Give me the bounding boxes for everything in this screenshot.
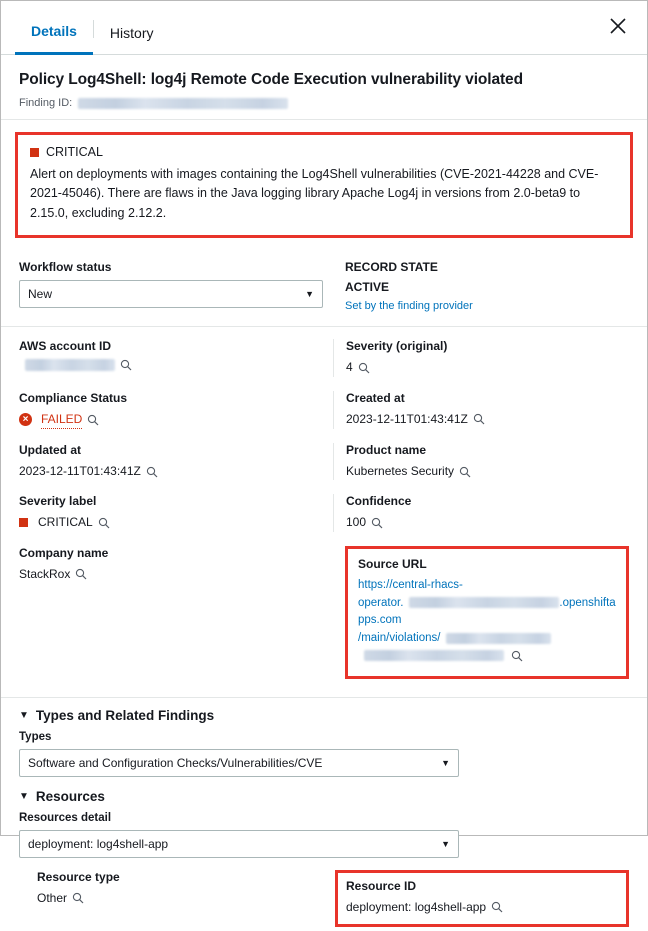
types-section-title: Types and Related Findings <box>35 707 215 723</box>
caret-down-icon: ▼ <box>19 709 29 721</box>
created-at-value: 2023-12-11T01:43:41Z <box>346 411 468 426</box>
finding-id-label: Finding ID: <box>19 97 73 109</box>
row-account-severity <box>19 339 629 376</box>
magnify-icon[interactable] <box>511 650 523 662</box>
row-updated-product <box>19 443 629 480</box>
record-state-value: ACTIVE <box>345 280 390 295</box>
resource-id-value: deployment: log4shell-app <box>346 899 487 914</box>
severity-label-cell <box>19 494 333 531</box>
source-url-redacted-2 <box>446 633 551 644</box>
company-name-value: StackRox <box>19 566 71 581</box>
finding-header <box>1 55 647 120</box>
resources-detail-label: Resources detail <box>19 811 112 824</box>
magnify-icon[interactable] <box>358 362 370 374</box>
row-compliance-created <box>19 391 629 429</box>
record-state-note: Set by the finding provider <box>345 300 473 313</box>
resource-row <box>19 870 629 927</box>
magnify-icon[interactable] <box>459 466 471 478</box>
resources-section-title: Resources <box>35 788 105 804</box>
resource-id-label: Resource ID <box>346 878 417 893</box>
company-name-value-row <box>19 566 323 583</box>
tab-details[interactable]: Details <box>15 23 93 55</box>
product-name-cell <box>333 443 629 480</box>
caret-down-icon: ▼ <box>19 790 29 802</box>
aws-account-id-redacted <box>25 359 115 371</box>
magnify-icon[interactable] <box>98 517 110 529</box>
alert-description: Alert on deployments with images containing the Log4Shell vulnerabilities (CVE-2021-44228 and CVE-2021-45046). There are flaws in the Java logging library Apache Log4j in versions from 2.0-beta9 to 2.15.0, excluding 2.12.2. <box>30 167 599 220</box>
severity-original-value: 4 <box>346 360 353 375</box>
severity-original-label: Severity (original) <box>346 339 448 354</box>
chevron-down-icon: ▼ <box>441 838 450 849</box>
updated-at-value: 2023-12-11T01:43:41Z <box>19 463 141 478</box>
source-url-part2: operator. <box>358 596 404 609</box>
created-at-cell <box>333 391 629 429</box>
chevron-down-icon: ▼ <box>305 289 314 300</box>
resource-type-value: Other <box>37 890 68 905</box>
confidence-label: Confidence <box>346 494 412 509</box>
finding-id-row <box>19 97 629 109</box>
resources-section-header[interactable] <box>19 789 629 804</box>
created-at-value-row <box>346 411 629 428</box>
updated-at-cell <box>19 443 333 480</box>
types-section-header[interactable] <box>19 708 629 723</box>
source-url-part1: https://central-rhacs- <box>358 578 463 591</box>
page-title: Policy Log4Shell: log4j Remote Code Execution vulnerability violated <box>19 71 523 88</box>
resource-id-value-row <box>346 899 618 916</box>
resources-detail-select[interactable]: deployment: log4shell-app <box>19 830 459 858</box>
severity-swatch-icon <box>19 518 28 527</box>
severity-swatch-icon <box>30 148 39 157</box>
severity-label-label: Severity label <box>19 494 97 509</box>
updated-at-label: Updated at <box>19 442 82 457</box>
product-name-value: Kubernetes Security <box>346 463 455 478</box>
resources-section <box>1 781 647 931</box>
workflow-status-select[interactable]: New <box>19 280 323 308</box>
workflow-status-label: Workflow status <box>19 260 112 275</box>
types-section <box>1 697 647 781</box>
chevron-down-icon: ▼ <box>441 757 450 768</box>
types-label: Types <box>19 730 52 743</box>
company-name-label: Company name <box>19 545 109 560</box>
product-name-value-row <box>346 463 629 480</box>
source-url-part4: /main/violations/ <box>358 632 441 645</box>
severity-label-value: CRITICAL <box>38 515 93 530</box>
magnify-icon[interactable] <box>371 517 383 529</box>
updated-at-value-row <box>19 463 323 480</box>
product-name-label: Product name <box>346 442 427 457</box>
source-url-redacted-1 <box>409 597 559 608</box>
tab-bar <box>1 1 647 55</box>
source-url-cell <box>333 546 629 679</box>
failed-status-icon: × <box>19 413 32 426</box>
alert-severity-row <box>30 145 618 159</box>
severity-original-value-row <box>346 359 629 376</box>
compliance-status-value: FAILED <box>41 411 82 429</box>
magnify-icon[interactable] <box>146 466 158 478</box>
close-icon[interactable] <box>605 13 631 39</box>
resource-id-callout <box>335 870 629 927</box>
details-grid <box>1 327 647 697</box>
resource-type-value-row <box>37 890 333 907</box>
workflow-section <box>1 248 647 327</box>
resource-type-cell <box>37 870 333 927</box>
resource-type-label: Resource type <box>37 869 120 884</box>
created-at-label: Created at <box>346 390 405 405</box>
source-url-redacted-3 <box>364 650 504 661</box>
row-severity-confidence <box>19 494 629 531</box>
alert-severity-label: CRITICAL <box>46 145 103 159</box>
row-company-sourceurl <box>19 546 629 679</box>
company-name-cell <box>19 546 333 679</box>
magnify-icon[interactable] <box>473 413 485 425</box>
workflow-status-select-wrap <box>19 280 323 308</box>
alert-callout <box>15 132 633 238</box>
source-url-value[interactable] <box>358 577 616 666</box>
record-state-label: RECORD STATE <box>345 260 438 275</box>
source-url-label: Source URL <box>358 556 427 571</box>
magnify-icon[interactable] <box>87 414 99 426</box>
compliance-status-label: Compliance Status <box>19 390 128 405</box>
confidence-value: 100 <box>346 515 367 530</box>
severity-original-cell <box>333 339 629 376</box>
confidence-value-row <box>346 514 629 531</box>
magnify-icon[interactable] <box>491 901 503 913</box>
resources-detail-select-wrap <box>19 830 459 858</box>
tab-history[interactable]: History <box>109 25 154 41</box>
confidence-cell <box>333 494 629 531</box>
aws-account-id-cell <box>19 339 333 376</box>
source-url-part3: .openshiftapps.com <box>358 596 616 627</box>
aws-account-id-label: AWS account ID <box>19 339 112 354</box>
source-url-callout <box>345 546 629 679</box>
types-select-wrap <box>19 749 459 777</box>
severity-label-value-row <box>19 514 323 531</box>
compliance-status-cell <box>19 391 333 429</box>
aws-account-id-value <box>19 359 323 371</box>
magnify-icon[interactable] <box>75 568 87 580</box>
compliance-status-value-row <box>19 411 323 429</box>
types-select[interactable]: Software and Configuration Checks/Vulnerabilities/CVE <box>19 749 459 777</box>
magnify-icon[interactable] <box>72 892 84 904</box>
finding-id-redacted-value <box>78 98 288 109</box>
magnify-icon[interactable] <box>120 359 132 371</box>
